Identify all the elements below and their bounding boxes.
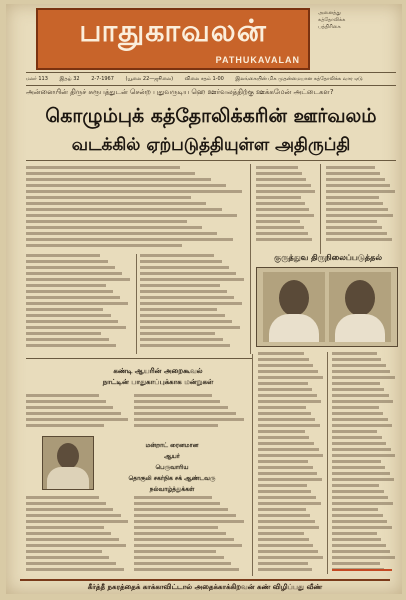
text-line (332, 442, 386, 445)
side-note-line: அனைத்து (318, 10, 341, 16)
lead-article-body (26, 166, 246, 250)
text-line (258, 400, 321, 403)
text-line (332, 484, 379, 487)
text-line (326, 190, 395, 193)
text-line (332, 394, 389, 397)
ordination-photo (256, 267, 398, 347)
text-line (26, 284, 106, 287)
text-line (26, 278, 130, 281)
text-line (256, 202, 305, 205)
text-line (256, 166, 298, 169)
text-line (332, 412, 383, 415)
text-line (26, 290, 113, 293)
text-line (326, 232, 387, 235)
text-line (26, 266, 115, 269)
text-line (26, 166, 180, 169)
portrait-caption-line: பெருவாரிய (155, 464, 189, 471)
text-line (258, 370, 318, 373)
text-line (26, 394, 99, 397)
text-line (258, 484, 307, 487)
text-line (258, 532, 304, 535)
text-line (26, 232, 217, 235)
text-line (258, 442, 314, 445)
headline-kicker: அன்னையின் திருச் சுரூபத்துடன் சென்ற புதுவருடிய ஹெ ஊர்வலத்திற்கு ஊக்கமேன் அட்டைகள? (26, 88, 334, 96)
priest-photo-left (263, 272, 325, 342)
text-line (258, 472, 317, 475)
story2-headline-line: நாட்டின் பாதுகாப்புக்காக மன்றுகள் (102, 378, 214, 386)
portrait-caption (102, 440, 242, 495)
text-line (26, 320, 118, 323)
text-line (256, 190, 315, 193)
text-line (326, 220, 377, 223)
article-column (134, 496, 246, 574)
text-line (140, 290, 227, 293)
text-line (26, 514, 121, 517)
text-line (134, 418, 244, 421)
text-line (326, 184, 390, 187)
text-line (26, 568, 124, 571)
column-divider (250, 164, 251, 354)
text-line (332, 400, 393, 403)
text-line (258, 394, 317, 397)
text-line (256, 184, 311, 187)
text-line (134, 526, 218, 529)
text-line (26, 208, 222, 211)
text-line (258, 496, 316, 499)
text-line (326, 178, 385, 181)
text-line (332, 430, 377, 433)
text-line (256, 232, 308, 235)
text-line (26, 544, 126, 547)
text-line (140, 320, 232, 323)
text-line (326, 196, 379, 199)
text-line (256, 220, 300, 223)
article-column (26, 394, 130, 430)
portrait-caption-line: ஆயர் (164, 453, 180, 460)
text-line (256, 208, 309, 211)
text-line (258, 424, 320, 427)
text-line (26, 226, 202, 229)
text-line (332, 514, 383, 517)
text-line (26, 202, 206, 205)
text-line (256, 226, 304, 229)
issue-tagline: இலங்கையின் மிக முதன்மையான கத்தோலிக்க வார ஏடு (235, 76, 363, 82)
text-line (26, 338, 109, 341)
newspaper-page (6, 4, 402, 594)
side-note (318, 10, 400, 31)
portrait-caption-line: நல்வாழ்த்துக்கள் (149, 486, 195, 493)
text-line (332, 388, 384, 391)
text-line (326, 238, 392, 241)
text-line (134, 562, 231, 565)
issue-price: விலை சதம் 1-00 (184, 76, 224, 82)
text-line (256, 178, 306, 181)
text-line (258, 544, 313, 547)
text-line (258, 490, 311, 493)
text-line (26, 238, 233, 241)
side-note-line: கத்தோலிக்க (318, 17, 346, 23)
headline-main: கொழும்புக் கத்தோலிக்கரின் ஊர்வலம் (45, 105, 377, 127)
text-line (326, 214, 393, 217)
column-divider (252, 354, 253, 576)
text-line (258, 388, 312, 391)
text-line (332, 472, 390, 475)
text-line (140, 344, 230, 347)
text-line (26, 314, 111, 317)
article-column (140, 254, 246, 354)
text-line (258, 430, 305, 433)
text-line (140, 260, 222, 263)
text-line (326, 208, 388, 211)
text-line (26, 244, 182, 247)
text-line (134, 520, 244, 523)
text-line (258, 466, 313, 469)
text-line (256, 238, 312, 241)
text-line (134, 568, 239, 571)
text-line (258, 538, 309, 541)
issue-meta-row (26, 72, 396, 86)
text-line (258, 502, 321, 505)
text-line (332, 454, 395, 457)
text-line (258, 412, 311, 415)
text-line (26, 496, 99, 499)
text-line (26, 406, 113, 409)
text-line (26, 400, 106, 403)
text-line (332, 556, 395, 559)
text-line (26, 532, 111, 535)
text-line (326, 166, 375, 169)
article-column (134, 394, 246, 430)
text-line (326, 226, 382, 229)
text-line (332, 490, 384, 493)
text-line (258, 520, 315, 523)
text-line (26, 326, 126, 329)
text-line (26, 538, 119, 541)
text-line (332, 520, 387, 523)
article-column (326, 166, 396, 246)
divider (26, 358, 252, 359)
red-accent (332, 569, 392, 571)
text-line (332, 502, 393, 505)
masthead-title: பாதுகாவலன் (79, 14, 267, 49)
text-line (26, 254, 100, 257)
masthead (36, 8, 310, 70)
text-line (258, 406, 306, 409)
article-column (332, 352, 396, 574)
text-line (140, 332, 215, 335)
portrait-caption-line: தொகுலி சகர்நிக சக் ஆண்டவரு (128, 475, 216, 482)
text-line (140, 308, 217, 311)
text-line (258, 358, 309, 361)
text-line (332, 424, 392, 427)
text-line (332, 532, 377, 535)
text-line (26, 190, 242, 193)
text-line (332, 352, 377, 355)
column-divider (327, 352, 328, 574)
text-line (140, 326, 240, 329)
text-line (134, 394, 212, 397)
text-line (134, 538, 234, 541)
text-line (258, 460, 308, 463)
text-line (256, 214, 314, 217)
text-line (134, 406, 228, 409)
text-line (332, 418, 388, 421)
text-line (26, 184, 226, 187)
text-line (26, 344, 116, 347)
masthead-subtitle: PATHUKAVALAN (215, 55, 300, 65)
text-line (134, 424, 218, 427)
text-line (26, 418, 128, 421)
text-line (332, 460, 381, 463)
text-line (26, 550, 102, 553)
text-line (258, 382, 308, 385)
text-line (332, 526, 392, 529)
photo-caption: குருத்துவ திருநிலைப்படுத்தல் (274, 253, 382, 262)
text-line (332, 544, 386, 547)
text-line (140, 296, 234, 299)
text-line (140, 278, 244, 281)
text-line (258, 556, 323, 559)
text-line (134, 514, 236, 517)
text-line (26, 220, 187, 223)
text-line (26, 502, 106, 505)
text-line (134, 508, 228, 511)
text-line (134, 502, 220, 505)
text-line (332, 496, 388, 499)
footer-verse: கீர்த்தீ நகரத்தைக் காக்காவிட்டால் அதைக்காக்கிறவன் கண் விழிப்பது வீண் (20, 579, 390, 593)
text-line (258, 526, 319, 529)
story2-headline (68, 366, 248, 388)
text-line (256, 196, 301, 199)
text-line (332, 364, 386, 367)
text-line (26, 178, 211, 181)
article-column (256, 166, 316, 246)
priest-photo-right (329, 272, 391, 342)
text-line (332, 436, 382, 439)
text-line (26, 412, 121, 415)
text-line (26, 556, 109, 559)
issue-edition: (யூலை 22—ஜூலை) (125, 76, 174, 82)
text-line (258, 376, 323, 379)
text-line (134, 532, 226, 535)
text-line (26, 424, 104, 427)
text-line (26, 260, 108, 263)
text-line (258, 454, 323, 457)
text-line (258, 436, 309, 439)
text-line (332, 466, 385, 469)
text-line (134, 412, 236, 415)
text-line (26, 526, 104, 529)
text-line (258, 448, 319, 451)
text-line (26, 272, 122, 275)
text-line (332, 370, 390, 373)
text-line (258, 478, 322, 481)
text-line (134, 556, 224, 559)
side-note-line: பத்திரிகை (318, 24, 341, 30)
text-line (26, 332, 101, 335)
text-line (332, 448, 391, 451)
bishop-portrait (42, 436, 94, 490)
text-line (26, 508, 113, 511)
text-line (258, 418, 315, 421)
text-line (258, 352, 304, 355)
text-line (332, 550, 390, 553)
text-line (140, 266, 229, 269)
text-line (256, 172, 302, 175)
text-line (332, 508, 378, 511)
text-line (332, 538, 381, 541)
text-line (258, 550, 318, 553)
text-line (332, 376, 395, 379)
text-line (326, 202, 383, 205)
text-line (26, 302, 128, 305)
text-line (140, 254, 214, 257)
text-line (140, 338, 223, 341)
article-column (258, 352, 324, 574)
text-line (140, 302, 242, 305)
text-line (26, 562, 116, 565)
article-column (26, 254, 132, 354)
divider (26, 160, 396, 161)
text-line (26, 214, 237, 217)
text-line (26, 520, 128, 523)
portrait-caption-line: மன்றாட் ரைனமான (145, 442, 199, 449)
text-line (258, 514, 310, 517)
column-divider (136, 254, 137, 354)
text-line (140, 272, 236, 275)
text-line (134, 544, 242, 547)
text-line (258, 562, 308, 565)
issue-number: இதழ் 32 (59, 76, 80, 82)
text-line (332, 406, 379, 409)
headline-secondary: வடக்கில் ஏற்படுத்தியுள்ள அதிருப்தி (71, 135, 351, 155)
text-line (140, 314, 225, 317)
story2-headline-line: கண்டி ஆயரின் அறைகூவல் (113, 367, 203, 375)
text-line (26, 296, 120, 299)
issue-date: 2-7-1967 (91, 76, 114, 82)
text-line (26, 308, 103, 311)
text-line (332, 478, 394, 481)
text-line (140, 284, 220, 287)
issue-volume: மலர் 113 (26, 76, 48, 82)
text-line (332, 562, 380, 565)
text-line (258, 364, 313, 367)
column-divider (320, 164, 321, 254)
text-line (26, 196, 191, 199)
text-line (134, 496, 212, 499)
text-line (26, 172, 195, 175)
article-column (26, 496, 130, 574)
text-line (332, 358, 381, 361)
text-line (326, 172, 380, 175)
text-line (134, 550, 216, 553)
text-line (258, 568, 312, 571)
text-line (134, 400, 220, 403)
text-line (258, 508, 306, 511)
text-line (332, 382, 380, 385)
